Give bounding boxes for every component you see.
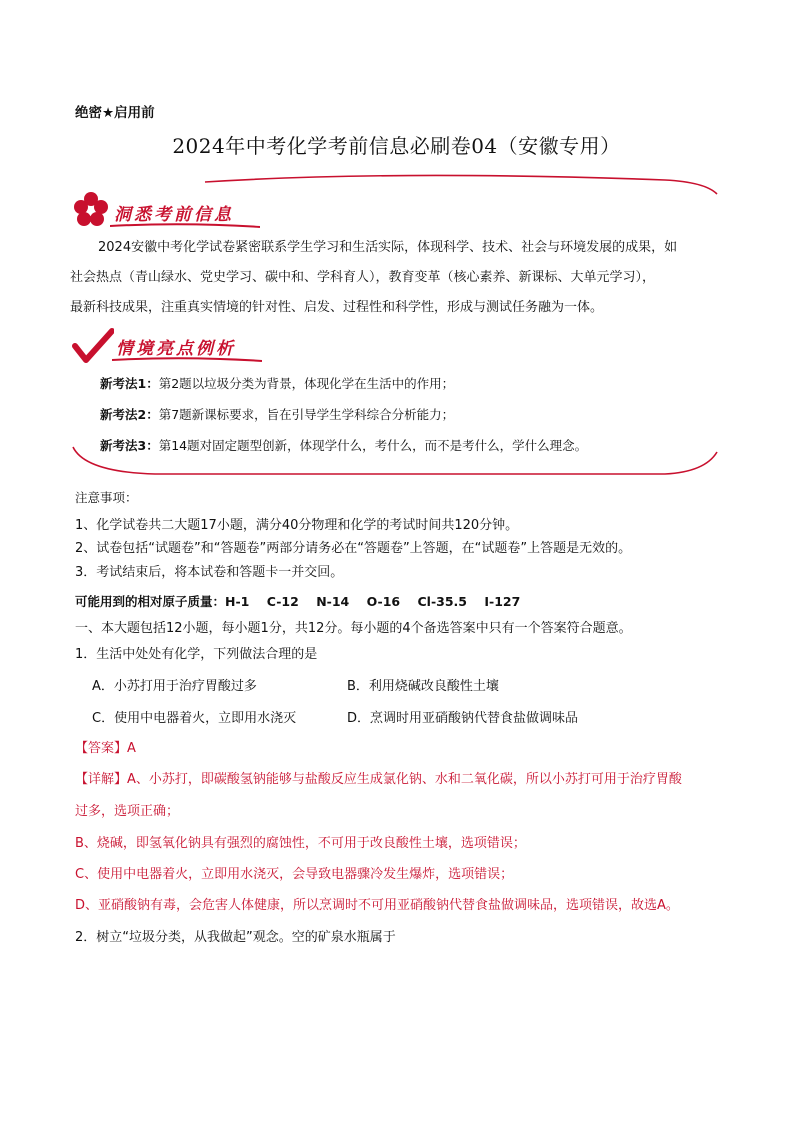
detail-line: 【详解】A、小苏打，即碳酸氢钠能够与盐酸反应生成氯化钠、水和二氧化碳，所以小苏打可用于治疗胃酸 bbox=[75, 772, 682, 787]
notes-heading: 注意事项： bbox=[75, 490, 138, 505]
detail-line: C、使用中电器着火，立即用水浇灭，会导致电器骤冷发生爆炸，选项错误； bbox=[75, 867, 514, 882]
highlight-text: 第14题对固定题型创新，体现学什么，考什么，而不是考什么，学什么理念。 bbox=[158, 438, 588, 453]
highlight-text: 第7题新课标要求，旨在引导学生学科综合分析能力； bbox=[158, 407, 455, 422]
badge-underline-2 bbox=[112, 356, 262, 364]
highlight-section-badge: 情境亮点例析 bbox=[116, 339, 236, 359]
section-one-heading: 一、本大题包括12小题，每小题1分，共12分。每小题的4个备选答案中只有一个答案符合题意。 bbox=[75, 621, 632, 636]
detail-line: B、烧碱，即氢氧化钠具有强烈的腐蚀性，不可用于改良酸性土壤，选项错误； bbox=[75, 836, 526, 851]
detail-line: 过多，选项正确； bbox=[75, 804, 180, 819]
note-item: 1、化学试卷共二大题17小题，满分40分物理和化学的考试时间共120分钟。 bbox=[75, 518, 519, 533]
badge-underline bbox=[110, 222, 260, 230]
detail-line: D、亚硝酸钠有毒，会危害人体健康，所以烹调时不可用亚硝酸钠代替食盐做调味品，选项错误，故选A。 bbox=[75, 898, 679, 913]
option-d: D．烹调时用亚硝酸钠代替食盐做调味品 bbox=[347, 711, 579, 726]
highlight-label: 新考法1： bbox=[100, 376, 159, 391]
highlight-text: 第2题以垃圾分类为背景，体现化学在生活中的作用； bbox=[158, 376, 455, 391]
info-line-2: 社会热点（青山绿水、党史学习、碳中和、学科育人），教育变革（核心素养、新课标、大单元学习）， bbox=[70, 270, 656, 285]
flower-icon bbox=[72, 190, 110, 228]
highlight-item bbox=[100, 436, 587, 454]
option-a: A．小苏打用于治疗胃酸过多 bbox=[92, 679, 257, 694]
highlight-label: 新考法2： bbox=[100, 407, 159, 422]
answer-label: 【答案】A bbox=[75, 741, 136, 756]
option-c: C．使用中电器着火，立即用水浇灭 bbox=[92, 711, 297, 726]
info-section-badge: 洞悉考前信息 bbox=[114, 205, 234, 225]
confidential-mark: 绝密★启用前 bbox=[75, 105, 155, 121]
note-item: 3．考试结束后，将本试卷和答题卡一并交回。 bbox=[75, 565, 344, 580]
page-title: 2024年中考化学考前信息必刷卷04（安徽专用） bbox=[172, 134, 621, 158]
info-line-1: 2024安徽中考化学试卷紧密联系学生学习和生活实际，体现科学、技术、社会与环境发展的成果，如 bbox=[98, 240, 678, 255]
atomic-masses: 可能用到的相对原子质量：H-1 C-12 N-14 O-16 Cl-35.5 I-127 bbox=[75, 594, 521, 609]
option-b: B．利用烧碱改良酸性土壤 bbox=[347, 679, 499, 694]
question-1-stem: 1．生活中处处有化学，下列做法合理的是 bbox=[75, 647, 318, 662]
checkmark-icon bbox=[72, 328, 114, 364]
highlight-item bbox=[100, 405, 454, 423]
highlight-label: 新考法3： bbox=[100, 438, 159, 453]
info-paragraph bbox=[70, 233, 725, 323]
question-2-stem: 2．树立“垃圾分类，从我做起”观念。空的矿泉水瓶属于 bbox=[75, 930, 396, 945]
info-line-3: 最新科技成果，注重真实情境的针对性、启发、过程性和科学性，形成与测试任务融为一体。 bbox=[70, 300, 604, 315]
highlight-item bbox=[100, 374, 454, 392]
note-item: 2、试卷包括“试题卷”和“答题卷”两部分请务必在“答题卷”上答题，在“试题卷”上答题是无效的。 bbox=[75, 541, 632, 556]
